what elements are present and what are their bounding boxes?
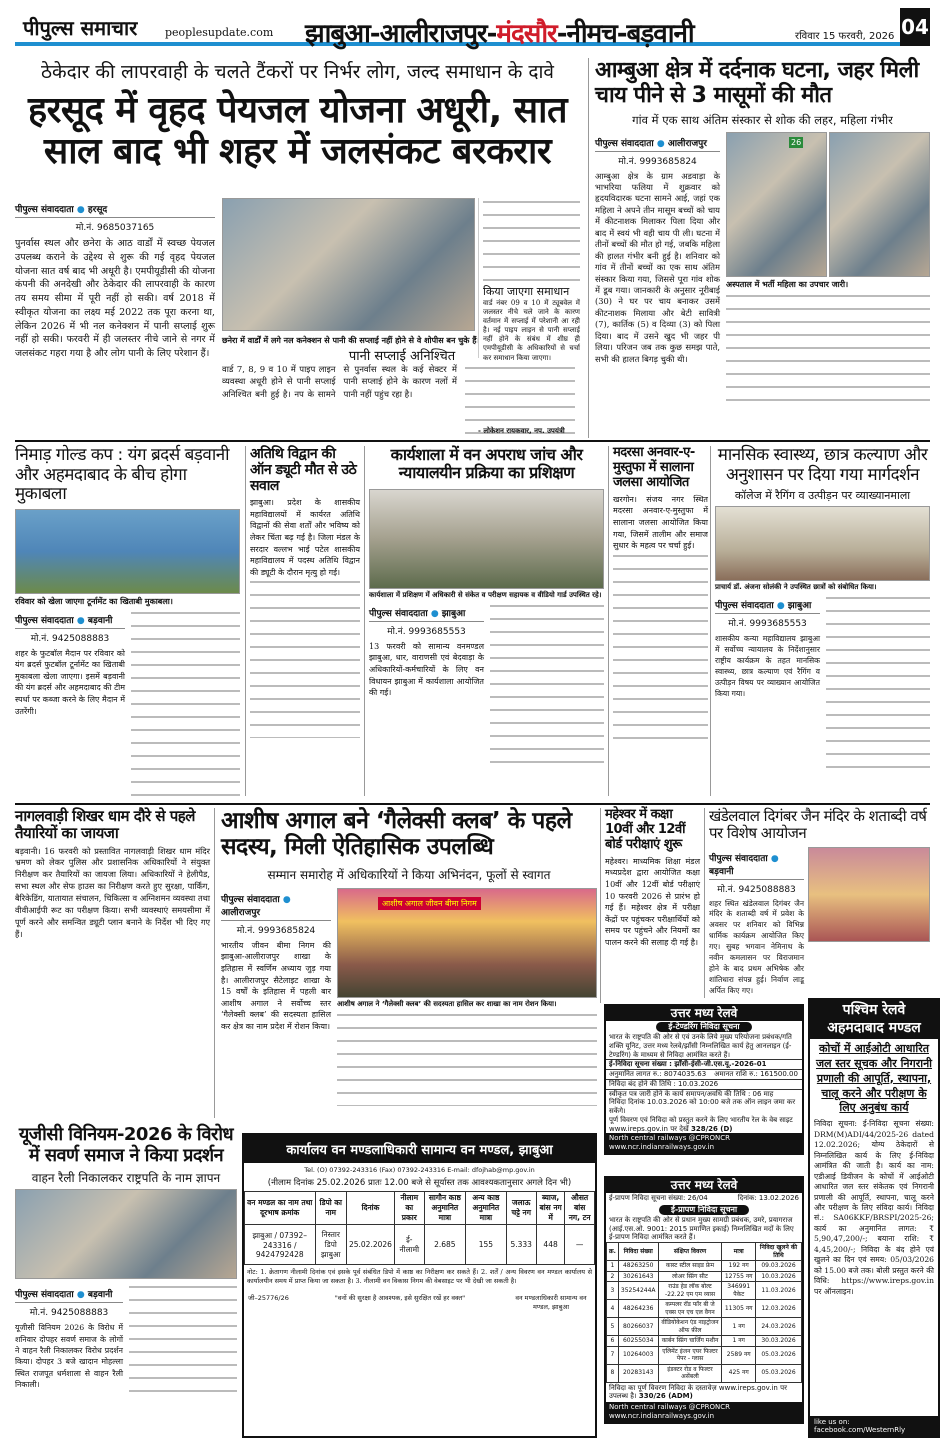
table-cell: 24.03.2026 bbox=[755, 1318, 801, 1336]
reporter-mobile: मो.नं. 9993685553 bbox=[387, 626, 466, 637]
article-body: पुनर्वास स्थल और छनेरा के आठ वार्डों में स्वच्छ पेयजल उपलब्ध कराने के उद्देश्य से शुरू की गई वृहद पेयजल योजना सात वर्ष बाद भी अधूरी है। एमपीयूडीसी की योजना कंपनी की अनदेखी और ठेकेदार की लापरवाही के कारण तय समय सीमा में पूरी नहीं हो सकी। वर्ष 2018 में स्वीकृत योजना का लक्ष्य मई 2022 तक पूरा करना था, लेकिन 2026 में भी नल कनेक्शन में पानी सप्लाई शुरू नहीं हो सकी। फरवरी में ही जलस्तर नीचे जाने से नगर में जलसंकट गहरा गया है और लोग पानी के लिए परेशान हैं। bbox=[15, 238, 215, 360]
headline: मदरसा अनवार-ए-मुस्तुफा में सालाना जलसा आयोजित bbox=[613, 445, 695, 490]
photo-caption: प्राचार्य डॉ. अंजना सोलंकी ने उपस्थित छात्रों को संबोधित किया। bbox=[715, 583, 877, 592]
article-body: महेश्वर। माध्यमिक शिक्षा मंडल मध्यप्रदेश द्वारा आयोजित कक्षा 10वीं और 12वीं बोर्ड परीक्षाएं 10 फरवरी 2026 से प्रारंभ हो गई हैं। महेश्वर क्षेत्र में परीक्षा केंद्रों पर पहुंचकर परीक्षार्थियों को समय पर पहुंचने और नियमों का पालन करने की सलाह दी गई है। bbox=[605, 856, 700, 947]
table-cell: 5.333 bbox=[506, 1225, 536, 1265]
table-cell: वीडियोकेशन एंड नाइट्रोजन ऑफ फ़ील bbox=[658, 1318, 722, 1336]
headline: महेश्वर में कक्षा 10वीं और 12वीं बोर्ड परीक्षाएं शुरू bbox=[605, 807, 686, 852]
lead-body-col bbox=[15, 198, 215, 361]
ad-slogan: "वनों की सुरक्षा है आवश्यक, इसे सुरक्षित रखें हर वक्त" bbox=[334, 1293, 466, 1302]
table-cell: 425 नग bbox=[722, 1364, 756, 1382]
photo-caption: अस्पताल में भर्ती महिला का उपचार जारी। bbox=[726, 279, 849, 289]
ncr-eprocurement-ad bbox=[604, 1176, 804, 1424]
table-row bbox=[607, 1261, 802, 1272]
box-body: वार्ड नंबर 09 व 10 में ट्यूबवेल में जलस्तर नीचे चले जाने के कारण वर्तमान में सप्लाई में परेशानी आ रही है। नई पाइप लाइन से पानी सप्लाई नहीं होने के संबंध में शीघ्र ही एमपीयूडीसी के अधिकारियों से चर्चा कर समाधान किया जाएगा। bbox=[483, 299, 580, 362]
table-cell: कम्पलर रॉड फॉर बी जे एक्स एन एच एल वैगन bbox=[658, 1300, 722, 1318]
nagalwadi-story bbox=[15, 808, 210, 941]
subheadline: सम्मान समारोह में अधिकारियों ने किया अभिनंदन, फूलों से स्वागत bbox=[267, 867, 551, 882]
table-cell: 2589 नग bbox=[722, 1346, 756, 1364]
table-cell: 3 bbox=[607, 1282, 619, 1300]
workshop-photo bbox=[369, 489, 604, 589]
article-body: 13 फरवरी को सामान्य वनमण्डल झाबुआ, धार, वाराणसी एवं बेदवाड़ा के अधिकारियों-कर्मचारियों के लिए वन विधायन झाबुआ में कार्यशाला आयोजित की गई। bbox=[369, 641, 484, 698]
table-row bbox=[607, 1271, 802, 1282]
table-cell: 5 bbox=[607, 1318, 619, 1336]
lead-subhead: पानी सप्लाई अनिश्चित bbox=[348, 349, 456, 364]
table-cell: कास्ट स्टील साइड फ्रेम bbox=[658, 1261, 722, 1272]
protest-photo bbox=[15, 1189, 237, 1279]
work-period: स्वीकृत पत्र जारी होने के कार्य समापन/अवधि की तिथि : 06 माह bbox=[606, 1089, 802, 1099]
notice-ref: ई-प्रापण निविदा सूचना संख्या: 26/04 bbox=[609, 1194, 708, 1202]
ad-intro: भारत के राष्ट्रपति की ओर से एवं उनके लिये मुख्य परियोजना प्रबंधक/गति शक्ति यूनिट, उत्तर मध्य रेलवे/झाँसी निम्नलिखित कार्य हेतु आनलाइन (ई-टेण्डरिंग) के माध्यम से निविदा आमंत्रित करते हैं। bbox=[609, 1033, 792, 1059]
ad-notes: नोट: 1. क्रेतागण नीलामी दिनांक एवं इसके पूर्व संबंधित डिपो में काष्ठ का निरीक्षण कर सकते हैं। 2. शर्तें / अन्य विवरण वन मण्डल कार्यालय से कार्यालयीन समय में प्राप्त किया जा सकता है। 3. नीलामी वन विकास निगम की वेबसाइट पर भी देखी जा सकती है। bbox=[247, 1268, 592, 1285]
table-cell: झाबुआ / 07392–243316 / 9424792428 bbox=[245, 1225, 316, 1265]
article-body: शहर के फुटबॉल मैदान पर रविवार को यंग ब्रदर्स फुटबॉल टूर्नामेंट का खिताबी मुकाबला खेला जाएगा। इसमें बड़वानी की यंग ब्रदर्स और अहमदाबाद की टीम स्पर्धा पर कब्जा करने के लिए मैदान में उतरेंगी। bbox=[15, 648, 125, 716]
article-body: भारतीय जीवन बीमा निगम की झाबुआ-आलीराजपुर शाखा के इतिहास में स्वर्णिम अध्याय जुड़ गया है। आलीराजपुर सैटेलाइट शाखा के 15 वर्षों के इतिहास में पहली बार आशीष अगाल ने सर्वोच्च स्तर ‘गैलेक्सी क्लब’ की सदस्यता हासिल कर क्षेत्र का नाम प्रदेश में रोशन किया। bbox=[221, 940, 331, 1032]
table-cell: ई-नीलामी bbox=[394, 1225, 424, 1265]
patient-photo bbox=[829, 132, 930, 277]
article-body: यूजीसी विनियम 2026 के विरोध में शनिवार दोपहर सवर्ण समाज के लोगों ने वाहन रैली निकालकर विरोध प्रदर्शन किया। दोपहर 3 बजे खादान मोहल्ला स्थित राजपूत धर्मशाला से वाहन रैली निकाली। bbox=[15, 1323, 123, 1389]
tender-table bbox=[606, 1242, 802, 1383]
table-cell: 2.685 bbox=[424, 1225, 466, 1265]
article-body: बड़वानी। 16 फरवरी को प्रस्तावित नागलवाड़ी शिखर धाम मंदिर भ्रमण को लेकर पुलिस और प्रशासनिक अधिकारियों ने संयुक्त निरीक्षण कर तैयारियों का जायजा लिया। अधिकारियों ने हेलीपैड, सभा स्थल और सेफ हाउस का निरीक्षण करते हुए सुरक्षा, पार्किंग, बैरिकेडिंग, यातायात संचालन, चिकित्सा व अग्निशमन व्यवस्था तथा वीवीआईपी रूट का परीक्षण किया। सभी व्यवस्थाएं समयसीमा में पूर्ण करने और समन्वित ड्यूटी प्लान बनाने के निर्देश भी दिए गए हैं। bbox=[15, 845, 210, 939]
table-cell: 12.03.2026 bbox=[755, 1300, 801, 1318]
jain-temple-story bbox=[704, 808, 930, 998]
table-cell: 35254244A bbox=[618, 1282, 658, 1300]
table-cell: 25.02.2026 bbox=[346, 1225, 394, 1265]
ad-title: उत्तर मध्य रेलवे bbox=[606, 1006, 802, 1021]
poison-tea-story bbox=[588, 58, 930, 438]
auction-table bbox=[244, 1191, 595, 1265]
ugc-protest-story bbox=[15, 1125, 237, 1403]
mental-health-story bbox=[710, 446, 930, 796]
table-cell: 8 bbox=[607, 1364, 619, 1382]
table-cell: लोअर स्प्रिंग सीट bbox=[658, 1271, 722, 1282]
ad-code: जी–25776/26 bbox=[248, 1293, 289, 1302]
lead-story bbox=[15, 58, 580, 173]
reporter-mobile: मो.नं. 9425088883 bbox=[717, 884, 796, 895]
table-header: ब्याज, बांस नग में bbox=[536, 1192, 565, 1225]
divider bbox=[15, 440, 930, 442]
table-row bbox=[607, 1336, 802, 1347]
headline: मानसिक स्वास्थ्य, छात्र कल्याण और अनुशासन पर दिया गया मार्गदर्शन bbox=[717, 445, 928, 485]
felicitation-photo bbox=[337, 888, 597, 998]
edition-regions: झाबुआ-आलीराजपुर-मंदसौर-नीमच-बड़वानी bbox=[305, 19, 694, 49]
table-cell: इंडक्टर रोड व फिल्टर असेंबली bbox=[658, 1364, 722, 1382]
table-cell: 10264003 bbox=[618, 1346, 658, 1364]
table-header: दिनांक bbox=[346, 1192, 394, 1225]
stage-banner: आशीष अगाल जीवन बीमा निगम bbox=[378, 897, 481, 910]
notice-date: दिनांक: 13.02.2026 bbox=[737, 1194, 799, 1202]
ncr-etender-ad bbox=[604, 1004, 804, 1155]
photo-caption: कार्यशाला में प्रशिक्षण में अधिकारी से संकेत व परीक्षण सहायक व वीडियो गार्ड उपस्थित रहे। bbox=[369, 590, 602, 599]
table-cell: 1 नग bbox=[722, 1318, 756, 1336]
byline: पीपुल्स संवाददाता ● बड़वानी bbox=[709, 851, 804, 880]
byline: पीपुल्स संवाददाता ● हरसूद bbox=[15, 202, 215, 218]
text-column bbox=[465, 364, 575, 434]
photo-caption: आशीष अगाल ने ‘गैलेक्सी क्लब’ की सदस्यता हासिल कर शाखा का नाम रोशन किया। bbox=[337, 999, 557, 1008]
table-cell: कार्बन स्प्रिंग चार्जिंग मशीन bbox=[658, 1336, 722, 1347]
table-cell: 05.03.2026 bbox=[755, 1364, 801, 1382]
table-cell: 80266037 bbox=[618, 1318, 658, 1336]
headline: कार्यशाला में वन अपराध जांच और न्यायालयीन प्रक्रिया का प्रशिक्षण bbox=[390, 445, 583, 483]
ad-title: कार्यालय वन मण्डलाधिकारी सामान्य वन मण्डल, झाबुआ bbox=[244, 1135, 595, 1163]
table-header: सागौन काष्ठ अनुमानित मात्रा bbox=[424, 1192, 466, 1225]
byline: पीपुल्स संवाददाता ● आलीराजपुर bbox=[221, 892, 331, 921]
article-body-2: वार्ड 7, 8, 9 व 10 में पाइप लाइन व्यवस्था अधूरी होने से पानी सप्लाई अनिश्चित बनी हुई है। नप के सामने से पुनर्वास स्थल के कई सेक्टर में पानी सप्लाई होने के कारण नलों में पानी नहीं पहुंच रहा है। bbox=[222, 365, 457, 400]
article-body: शहर स्थित खंडेलवाल दिगंबर जैन मंदिर के शताब्दी वर्ष में प्रवेश के अवसर पर शनिवार को विभिन्न धार्मिक कार्यक्रम आयोजित किए गए। सुबह भगवान नेमिनाथ के नवीन कमलासन पर विराजमान होने के बाद प्रथम अभिषेक और शांतिधारा संपन्न हुई। निर्वाण लाडू अर्पित किए गए। bbox=[709, 898, 804, 995]
masthead bbox=[15, 8, 930, 49]
table-header: क्र. bbox=[607, 1243, 619, 1261]
table-cell: 4 bbox=[607, 1300, 619, 1318]
table-cell: 1 bbox=[607, 1261, 619, 1272]
galaxy-club-story bbox=[214, 808, 597, 1118]
table-header: अन्य काष्ठ अनुमानित मात्रा bbox=[466, 1192, 507, 1225]
table-row bbox=[607, 1300, 802, 1318]
ad-note: निविदा का पूर्ण विवरण निविदा के दस्तावेज़ www.ireps.gov.in पर उपलब्ध है। 330/26 (ADM) bbox=[609, 1383, 787, 1401]
emd-amount: अमानत राशि रु.: 161500.00 bbox=[714, 1070, 798, 1078]
table-cell: 60255034 bbox=[618, 1336, 658, 1347]
table-header: निविदा खुलने की तिथि bbox=[755, 1243, 801, 1261]
ad-title: उत्तर मध्य रेलवे bbox=[606, 1178, 802, 1193]
table-cell: राउंड हेड लॉक बोल्ट -22.22 एम एम व्यास bbox=[658, 1282, 722, 1300]
notice-pill: ई-टेण्डरिंग निविदा सूचना bbox=[656, 1022, 751, 1032]
table-row bbox=[607, 1282, 802, 1300]
newspaper-logo: पीपुल्स समाचार bbox=[23, 16, 138, 40]
estimated-cost: अनुमानित लागत रु.: 8074035.63 bbox=[609, 1070, 707, 1078]
article-body: शासकीय कन्या महाविद्यालय झाबुआ में सर्वोच्च न्यायालय के निर्देशानुसार राष्ट्रीय कार्यक्रम के तहत मानसिक स्वास्थ्य, छात्र कल्याण एवं रैगिंग व उत्पीड़न विषय पर व्याख्यान आयोजित किया गया। bbox=[715, 634, 820, 699]
table-header: मात्रा bbox=[722, 1243, 756, 1261]
headline: आशीष अगाल बने ‘गैलेक्सी क्लब’ के पहले सदस्य, मिली ऐतिहासिक उपलब्धि bbox=[221, 808, 572, 861]
board-exam-story bbox=[600, 808, 700, 1003]
table-cell: निस्तार डिपो झाबुआ bbox=[315, 1225, 346, 1265]
reporter-mobile: मो.नं. 9425088883 bbox=[29, 1308, 109, 1319]
table-cell: 2 bbox=[607, 1271, 619, 1282]
table-header: नीलाम का प्रकार bbox=[394, 1192, 424, 1225]
auction-notice: (नीलाम दिनांक 25.02.2026 प्रातः 12.00 बजे से सूर्यास्त तक आवश्यकतानुसार अगले दिन भी) bbox=[267, 1178, 572, 1188]
table-cell: 20283143 bbox=[618, 1364, 658, 1382]
table-row bbox=[607, 1318, 802, 1336]
table-header: जलाऊ चट्टे नग bbox=[506, 1192, 536, 1225]
box-signature: - लोकेशन रायकवार, नप. उपयंत्री bbox=[478, 427, 565, 435]
byline: पीपुल्स संवाददाता ● झाबुआ bbox=[369, 606, 484, 622]
photo-caption: छनेरा में वार्डों में लगे नल कनेक्शन से पानी की सप्लाई नहीं होने से वे शोपीस बन चुके हैं। bbox=[222, 336, 480, 345]
lead-kicker: ठेकेदार की लापरवाही के चलते टैंकरों पर निर्भर लोग, जल्द समाधान के दावे bbox=[40, 61, 554, 83]
headline: नागलवाड़ी शिखर धाम दौरे से पहले तैयारियों का जायजा bbox=[15, 807, 195, 843]
forest-auction-ad bbox=[242, 1133, 597, 1438]
photo-caption: रविवार को खेला जाएगा टूर्नामेंट का खिताबी मुकाबला। bbox=[15, 596, 173, 606]
table-cell: 12755 नग bbox=[722, 1271, 756, 1282]
ad-signatory: वन मण्डलाधिकारी सामान्य वन मण्डल, झाबुआ bbox=[515, 1293, 587, 1311]
website-link[interactable]: peoplesupdate.com bbox=[165, 26, 274, 39]
edition-date: रविवार 15 फरवरी, 2026 bbox=[795, 31, 895, 42]
hospital-photo bbox=[726, 132, 827, 277]
ad-footer: like us on: facebook.com/WesternRly bbox=[810, 1416, 938, 1436]
lecture-photo bbox=[715, 506, 930, 581]
ad-intro: भारत के राष्ट्रपति की ओर से प्रधान मुख्य सामग्री प्रबंधक, उमरे, प्रयागराज (आई.एस.ओ. 9001: 2015 प्रमाणित इकाई) निम्नलिखित मदों के लिए ई-प्रापण निविदा आमंत्रित करते हैं। bbox=[609, 1215, 794, 1242]
table-cell: 30261643 bbox=[618, 1271, 658, 1282]
table-cell: एलिमेंट इंजन एयर फिल्टर पेपर - ग्लास bbox=[658, 1346, 722, 1364]
subheadline: कॉलेज में रैगिंग व उत्पीड़न पर व्याख्यानमाला bbox=[734, 489, 911, 503]
table-cell: 48263250 bbox=[618, 1261, 658, 1272]
reporter-mobile: मो.नं. 9993685824 bbox=[618, 156, 697, 167]
tender-subject: कोचों में आईओटी आधारित जल स्तर सूचक और निगरानी प्रणाली की आपूर्ति, स्थापना, चालू करने और परीक्षण के लिए अनुबंध कार्य bbox=[815, 1042, 933, 1115]
guest-lecturer-story bbox=[245, 446, 360, 796]
byline: पीपुल्स संवाददाता ● बड़वानी bbox=[15, 613, 125, 629]
table-header: संक्षिप्त विवरण bbox=[658, 1243, 722, 1261]
table-header: निविदा संख्या bbox=[618, 1243, 658, 1261]
page-number: 04 bbox=[900, 8, 930, 46]
ad-contact: Tel. (O) 07392-243316 (Fax) 07392-243316 E-mail: dfojhab@mp.gov.in bbox=[304, 1166, 535, 1174]
table-header: वन मण्डल का नाम तथा दूरभाष क्रमांक bbox=[245, 1192, 316, 1225]
table-cell: 7 bbox=[607, 1346, 619, 1364]
note-1: निविदा दिनांक 10.03.2026 को 10:00 बजे तक ऑन लाइन जमा कर सकेंगे। bbox=[609, 1098, 796, 1115]
reporter-mobile: मो.नं. 9993685553 bbox=[728, 619, 807, 630]
table-cell: 11.03.2026 bbox=[755, 1282, 801, 1300]
table-row bbox=[607, 1346, 802, 1364]
reporter-mobile: मो.नं. 9685037165 bbox=[75, 223, 155, 233]
subheadline: वाहन रैली निकालकर राष्ट्रपति के नाम ज्ञापन bbox=[31, 1171, 221, 1186]
table-cell: 155 bbox=[466, 1225, 507, 1265]
divider bbox=[15, 803, 930, 805]
team-photo bbox=[15, 509, 240, 594]
reporter-mobile: मो.नं. 9425088883 bbox=[30, 633, 110, 644]
table-row bbox=[607, 1364, 802, 1382]
headline: निमाड़ गोल्ड कप : यंग ब्रदर्स बड़वानी और अहमदाबाद के बीच होगा मुकाबला bbox=[15, 445, 230, 505]
headline: खंडेलवाल दिगंबर जैन मंदिर के शताब्दी वर्ष पर विशेष आयोजन bbox=[709, 807, 927, 843]
subheadline: गांव में एक साथ अंतिम संस्कार से शोक की लहर, महिला गंभीर bbox=[632, 112, 893, 127]
note-2: पूर्ण विवरण एवं निविदा को प्रस्तुत करने के लिए भारतीय रेल के वेब साइट www.ireps.gov.in पर देखें 328/26 (D) bbox=[609, 1115, 793, 1133]
table-header: डिपो का नाम bbox=[315, 1192, 346, 1225]
table-cell: 11305 नग bbox=[722, 1300, 756, 1318]
table-header: औसत बांस नग, टन bbox=[565, 1192, 595, 1225]
water-tap-photo bbox=[222, 198, 475, 331]
headline: यूजीसी विनियम-2026 के विरोध में सवर्ण समाज ने किया प्रदर्शन bbox=[18, 1124, 234, 1166]
western-railway-ad bbox=[808, 998, 940, 1438]
temple-event-photo bbox=[808, 847, 930, 942]
byline: पीपुल्स संवाददाता ● झाबुआ bbox=[715, 598, 820, 614]
box-title: किया जाएगा समाधान bbox=[483, 285, 570, 298]
madrasa-story bbox=[608, 446, 708, 796]
table-cell: 09.03.2026 bbox=[755, 1261, 801, 1272]
table-cell: 10.03.2026 bbox=[755, 1271, 801, 1282]
bed-number: 26 bbox=[791, 137, 802, 147]
table-cell: 30.03.2026 bbox=[755, 1336, 801, 1347]
table-cell: 346991 पैकेट bbox=[722, 1282, 756, 1300]
headline: अतिथि विद्वान की ऑन ड्यूटी मौत से उठे सवाल bbox=[250, 446, 357, 495]
byline: पीपुल्स संवाददाता ● आलीराजपुर bbox=[595, 136, 720, 152]
article-body: खरगोन। संजय नगर स्थित मदरसा अनवार-ए-मुस्तुफा में सालाना जलसा आयोजित किया गया, जिसमें तालीम और समाज सुधार के महत्व पर चर्चा हुई। bbox=[613, 494, 708, 551]
table-cell: 6 bbox=[607, 1336, 619, 1347]
table-cell: 48264236 bbox=[618, 1300, 658, 1318]
ad-footer: North central railways @CPRONCR www.ncr.indianrailways.gov.in bbox=[606, 1133, 802, 1153]
lead-headline: हरसूद में वृहद पेयजल योजना अधूरी, सात साल बाद भी शहर में जलसंकट बरकरार bbox=[28, 90, 567, 173]
football-story bbox=[15, 446, 240, 799]
headline: आम्बुआ क्षेत्र में दर्दनाक घटना, जहर मिली चाय पीने से 3 मासूमों की मौत bbox=[595, 58, 919, 109]
forest-workshop-story bbox=[364, 446, 604, 796]
reporter-mobile: मो.नं. 9993685824 bbox=[236, 925, 316, 936]
notice-pill: ई-प्रापण निविदा सूचना bbox=[659, 1205, 749, 1215]
ad-title: पश्चिम रेलवे अहमदाबाद मण्डल bbox=[810, 1000, 938, 1039]
article-body: झाबुआ। प्रदेश के शासकीय महाविद्यालयों में कार्यरत अतिथि विद्वानों की सेवा शर्तों और भविष्य को लेकर चिंता बढ़ गई है। जिला मंडल के सरदार वल्लभ भाई पटेल शासकीय महाविद्यालय में पदस्थ अतिथि विद्वान की ड्यूटी के दौरान मृत्यु हो गई। bbox=[250, 498, 360, 577]
article-body: आम्बुआ क्षेत्र के ग्राम अडवाड़ा के भाभरिया फलिया में शुक्रवार को हृदयविदारक घटना सामने आई, जहां एक महिला ने अपने तीन मासूम बच्चों को चाय में कीटनाशक मिलाकर पिला दिया और बाद में स्वयं भी वही चाय पी ली। घटना में तीनों बच्चों की मौत हो गई, जबकि महिला की हालत गंभीर बनी हुई है। शनिवार को गांव में तीनों बच्चों का एक साथ अंतिम संस्कार किया गया, जिससे पूरा गांव शोक में डूब गया। जानकारी के अनुसार नूरीबाई (30) ने घर पर चाय बनाकर उसमें कीटनाशक मिलाया और बेटी सावित्री (7), कार्तिक (5) व दिव्या (3) को पिला दिया। बाद में उसने खुद भी जहर पी लिया। परिजन जब तक कुछ समझ पाते, सभी की हालत बिगड़ चुकी थी। bbox=[595, 170, 720, 364]
tender-number: ई-निविदा सूचना संख्या : झाँसी-ईसी-जी.एस.यू.-2026-01 bbox=[606, 1059, 802, 1069]
tender-body: निविदा सूचना: ई-निविदा सूचना संख्या: DRM(M)ADI/44/2025-26 dated 12.02.2026; योग्य ठेकेदारों से निम्नलिखित कार्य के लिए ई-निविदा आमंत्रित की जाती है। कार्य का नाम: एडीआई डिवीजन के कोचों में आईओटी आधारित जल स्तर संकेतक एवं निगरानी प्रणाली की आपूर्ति, स्थापना, चालू करने और परीक्षण के लिए संविदा कार्य। निविदा सं.: SA06KKF/BRSPI/2025-26; कार्य का अनुमानित लागत: ₹ 5,90,47,200/-; बयाना राशि: ₹ 4,45,200/-; निविदा के बंद होने एवं खुलने का दिन एवं समय: 05/03/2026 को 15.00 बजे तक। बोली प्रस्तुत करने की विधि: https://www.ireps.gov.in पर ऑनलाइन। bbox=[814, 1119, 934, 1296]
table-cell: — bbox=[565, 1225, 595, 1265]
closing-date: निविदा बंद होने की तिथि : 10.03.2026 bbox=[606, 1079, 802, 1089]
table-cell: 05.03.2026 bbox=[755, 1346, 801, 1364]
table-cell: 1 नग bbox=[722, 1336, 756, 1347]
byline: पीपुल्स संवाददाता ● बड़वानी bbox=[15, 1287, 123, 1303]
table-cell: 192 नग bbox=[722, 1261, 756, 1272]
table-cell: 448 bbox=[536, 1225, 565, 1265]
ad-footer: North central railways @CPRONCR www.ncr.indianrailways.gov.in bbox=[606, 1402, 802, 1422]
solution-box bbox=[478, 198, 580, 362]
